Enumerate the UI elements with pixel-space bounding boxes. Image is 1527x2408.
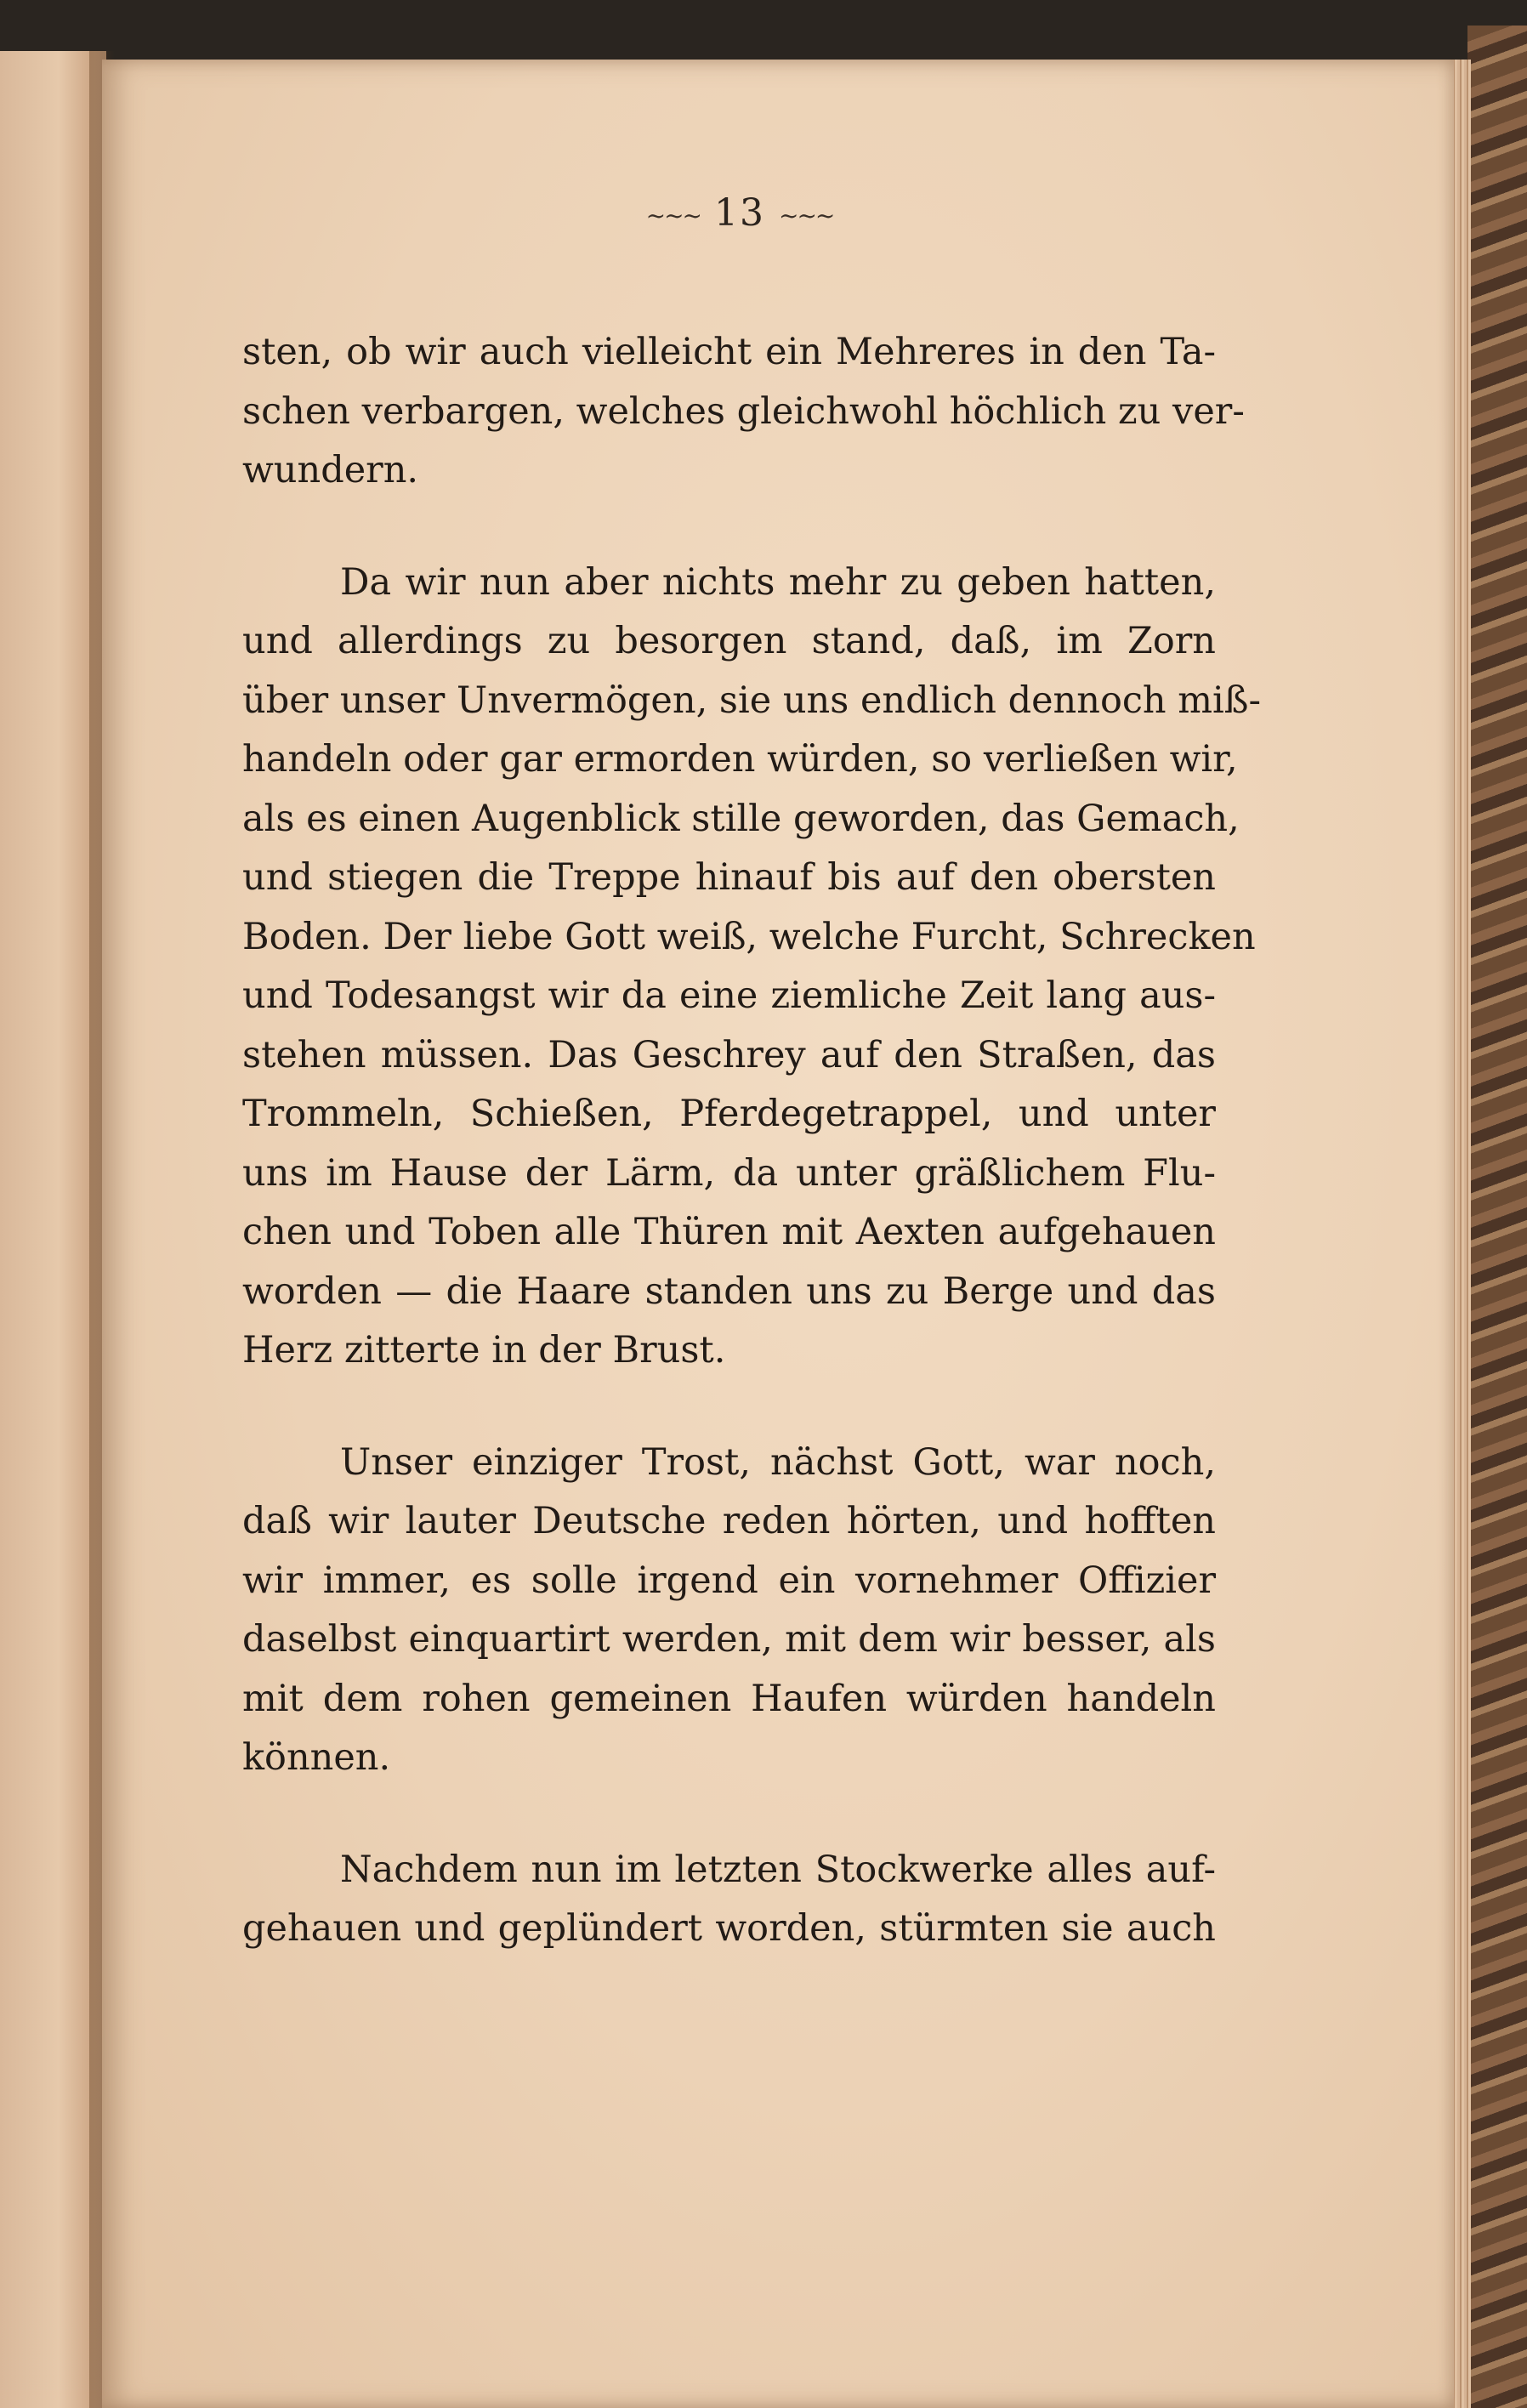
- text-line: sten, ob wir auch vielleicht ein Mehreres in den Ta-: [242, 331, 1216, 373]
- text-line: uns im Hause der Lärm, da unter gräßlichem Flu-: [242, 1151, 1216, 1195]
- text-line: Boden. Der liebe Gott weiß, welche Furcht, Schrecken: [242, 915, 1256, 958]
- text-line: daselbst einquartirt werden, mit dem wir besser, als: [242, 1618, 1216, 1661]
- text-line: chen und Toben alle Thüren mit Aexten aufgehauen: [242, 1211, 1216, 1253]
- text-line: Da wir nun aber nichts mehr zu geben hatten,: [340, 560, 1216, 604]
- page-number-ornament-left: ~~~: [645, 202, 701, 230]
- page-number: [612, 191, 867, 235]
- text-line: Herz zitterte in der Brust.: [242, 1329, 726, 1372]
- page-number-value: 13: [714, 191, 765, 235]
- text-line: und Todesangst wir da eine ziemliche Zeit lang aus-: [242, 974, 1216, 1017]
- text-line: können.: [242, 1736, 391, 1779]
- text-line: mit dem rohen gemeinen Haufen würden handeln: [242, 1677, 1216, 1720]
- text-line: über unser Unvermögen, sie uns endlich dennoch miß-: [242, 679, 1262, 722]
- text-line: und stiegen die Treppe hinauf bis auf den obersten: [242, 856, 1216, 899]
- text-line: und allerdings zu besorgen stand, daß, im Zorn: [242, 620, 1216, 662]
- page-number-ornament-right: ~~~: [779, 202, 834, 230]
- text-line: wir immer, es solle irgend ein vornehmer Offizier: [242, 1559, 1216, 1602]
- text-line: schen verbargen, welches gleichwohl höchlich zu ver-: [242, 389, 1245, 433]
- text-line: wundern.: [242, 449, 419, 491]
- text-line: handeln oder gar ermorden würden, so verließen wir,: [242, 738, 1238, 781]
- text-line: Unser einziger Trost, nächst Gott, war noch,: [340, 1440, 1216, 1484]
- text-line: gehauen und geplündert worden, stürmten sie auch: [242, 1907, 1216, 1950]
- marbled-cover-edge: [1467, 26, 1527, 2408]
- text-line: als es einen Augenblick stille geworden, das Gemach,: [242, 797, 1240, 840]
- text-line: Trommeln, Schießen, Pferdegetrappel, und unter: [242, 1093, 1216, 1135]
- text-line: worden — die Haare standen uns zu Berge und das: [242, 1269, 1216, 1313]
- text-line: daß wir lauter Deutsche reden hörten, und hofften: [242, 1500, 1216, 1542]
- text-line: Nachdem nun im letzten Stockwerke alles auf-: [340, 1848, 1216, 1891]
- body-text: [242, 323, 1262, 1959]
- text-line: stehen müssen. Das Geschrey auf den Straßen, das: [242, 1033, 1216, 1076]
